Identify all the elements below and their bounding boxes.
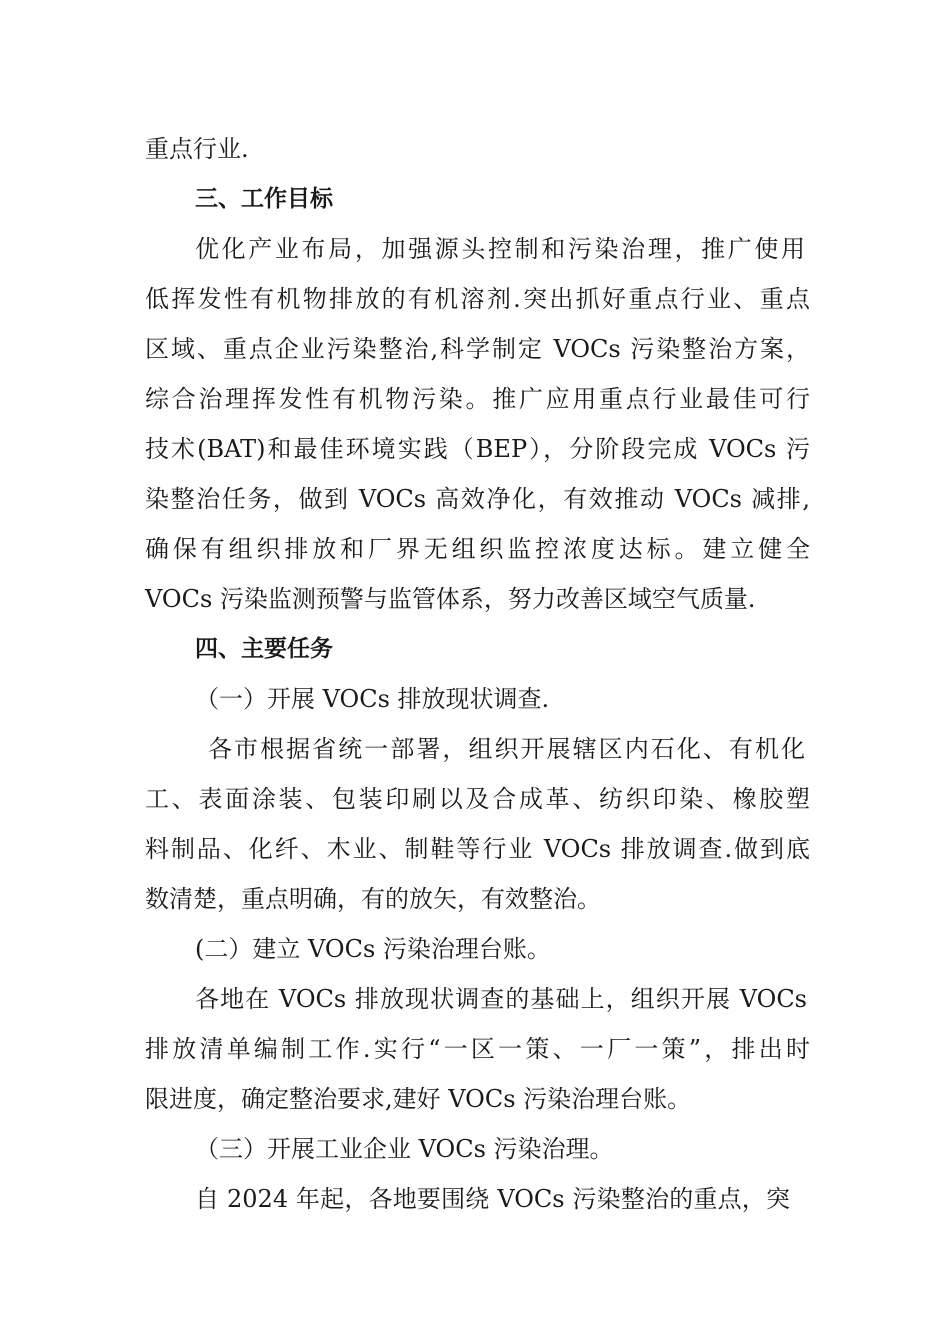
text-line: 技术(BAT)和最佳环境实践（BEP），分阶段完成 VOCs 污 (145, 435, 810, 463)
text-line: 染整治任务，做到 VOCs 高效净化，有效推动 VOCs 减排, (145, 485, 810, 513)
text-line: 综合治理挥发性有机物污染。推广应用重点行业最佳可行 (145, 385, 810, 413)
text-line: 低挥发性有机物排放的有机溶剂.突出抓好重点行业、重点 (145, 285, 810, 313)
text-line: 区域、重点企业污染整治,科学制定 VOCs 污染整治方案， (145, 335, 810, 363)
text-line: 数清楚，重点明确，有的放矢，有效整治。 (145, 885, 601, 913)
text-line: 排放清单编制工作.实行“一区一策、一厂一策”，排出时 (145, 1035, 810, 1063)
subsection-heading: （一）开展 VOCs 排放现状调查. (195, 685, 550, 713)
paragraph-first-line: 各地在 VOCs 排放现状调查的基础上，组织开展 VOCs (195, 985, 807, 1013)
subsection-heading: （三）开展工业企业 VOCs 污染治理。 (195, 1135, 614, 1163)
paragraph-first-line: 自 2024 年起，各地要围绕 VOCs 污染整治的重点，突 (195, 1185, 790, 1213)
paragraph-first-line: 优化产业布局，加强源头控制和污染治理，推广使用 (195, 235, 805, 263)
paragraph-first-line: 各市根据省统一部署，组织开展辖区内石化、有机化 (208, 735, 805, 763)
subsection-heading: (二）建立 VOCs 污染治理台账。 (195, 935, 551, 963)
text-line: 料制品、化纤、木业、制鞋等行业 VOCs 排放调查.做到底 (145, 835, 810, 863)
section-heading: 三、工作目标 (195, 186, 333, 212)
text-line: VOCs 污染监测预警与监管体系，努力改善区域空气质量. (145, 585, 756, 613)
text-line: 重点行业. (145, 135, 249, 163)
text-line: 工、表面涂装、包装印刷以及合成革、纺织印染、橡胶塑 (145, 785, 810, 813)
section-heading: 四、主要任务 (195, 636, 333, 662)
text-line: 确保有组织排放和厂界无组织监控浓度达标。建立健全 (145, 535, 810, 563)
text-line: 限进度，确定整治要求,建好 VOCs 污染治理台账。 (145, 1085, 692, 1113)
